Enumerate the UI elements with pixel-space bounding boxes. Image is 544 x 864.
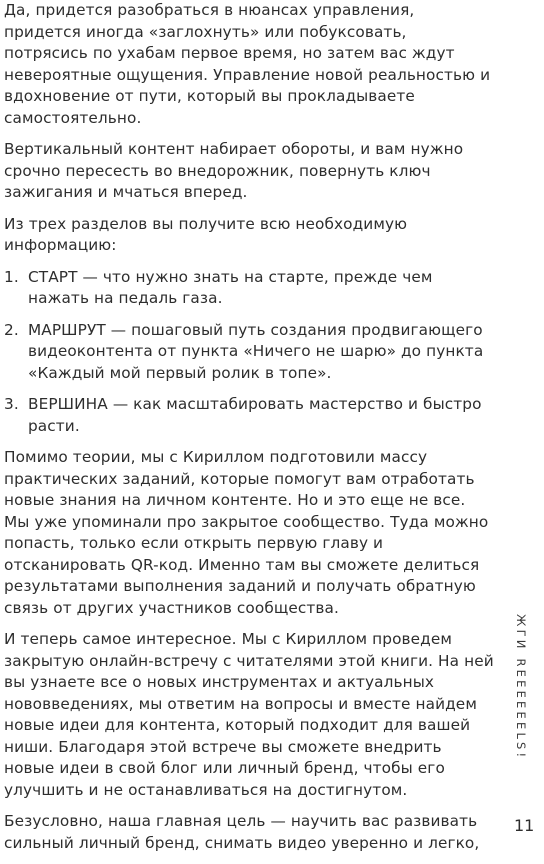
list-item — [4, 394, 494, 437]
list-text: ВЕРШИНА — как масштабировать мастерство и быстро расти. — [28, 395, 482, 435]
sections-list — [4, 267, 494, 438]
paragraph-3: Из трех разделов вы получите всю необходимую информацию: — [4, 214, 408, 254]
paragraph-5: И теперь самое интересное. Мы с Кириллом проведем закрытую онлайн-встречу с читателями этой книги. На ней вы узнаете все о новых инструментах и актуальных нововведениях, мы ответим на вопросы и вместе найдем новые идеи для контента, который подходит для вашей ниши. Благодаря этой встрече вы сможете внедрить новые идеи в свой блог или личный бренд, чтобы его улучшить и не останавливаться на достигнутом. — [4, 630, 494, 799]
list-item — [4, 267, 494, 310]
paragraph-6: Безусловно, наша главная цель — научить вас развивать сильный личный бренд, снимать видео уверенно и легко, — [4, 812, 480, 852]
paragraph-4: Помимо теории, мы с Кириллом подготовили массу практических заданий, которые помогут вам отработать новые знания на личном контенте. Но и это еще не все. Мы уже упоминали про закрытое сообщество. Туда можно попасть, только если открыть первую главу и отсканировать QR-код. Именно там вы сможете делиться результатами выполнения заданий и получать обратную связь от других участников сообщества. — [4, 448, 489, 617]
list-number: 3. — [4, 395, 19, 413]
list-item — [4, 320, 494, 385]
list-text: МАРШРУТ — пошаговый путь создания продвигающего видеоконтента от пункта «Ничего не шарю» до пункта «Каждый мой первый ролик в топе». — [28, 320, 484, 382]
paragraph-2: Вертикальный контент набирает обороты, и вам нужно срочно пересесть во внедорожник, повернуть ключ зажигания и мчаться вперед. — [4, 140, 464, 201]
paragraph-1: Да, придется разобраться в нюансах управления, придется иногда «заглохнуть» или побуксовать, потрясись по ухабам первое время, но затем вас ждут невероятные ощущения. Управление новой реальностью и вдохновение от пути, который вы прокладываете самостоятельно. — [4, 1, 491, 127]
page-body — [4, 0, 494, 864]
page-number: 11 — [514, 816, 535, 835]
list-number: 2. — [4, 320, 19, 339]
list-number: 1. — [4, 267, 19, 286]
running-title: ЖГИ REEEEEELS! — [514, 614, 528, 761]
list-text: СТАРТ — что нужно знать на старте, прежде чем нажать на педаль газа. — [28, 267, 433, 307]
